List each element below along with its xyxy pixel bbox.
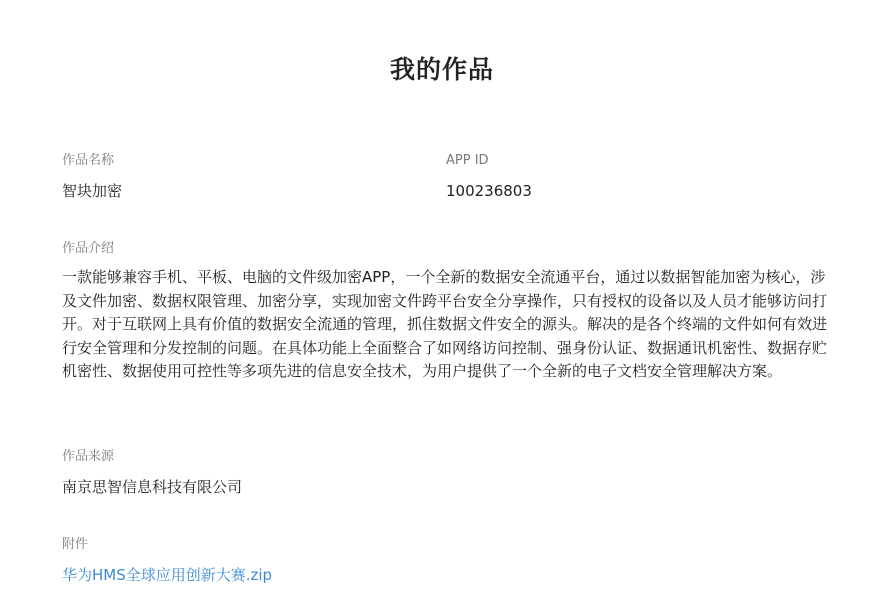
work-name-field [62,152,122,202]
work-intro-text: 一款能够兼容手机、平板、电脑的文件级加密APP，一个全新的数据安全流通平台，通过以数据智能加密为核心，涉及文件加密、数据权限管理、加密分享，实现加密文件跨平台安全分享操作，只有授权的设备以及人员才能够访问打开。对于互联网上具有价值的数据安全流通的管理，抓住数据文件安全的源头。解决的是各个终端的文件如何有效进行安全管理和分发控制的问题。在具体功能上全面整合了如网络访问控制、强身份认证、数据通讯机密性、数据存贮机密性、数据使用可控性等多项先进的信息安全技术，为用户提供了一个全新的电子文档安全管理解决方案。 [62,268,828,380]
work-source-value: 南京思智信息科技有限公司 [62,478,243,496]
page-title: 我的作品 [389,55,494,84]
work-source-label: 作品来源 [62,449,115,464]
work-source-field [62,448,242,498]
work-name-label: 作品名称 [62,153,115,168]
attachment-field [62,536,272,586]
app-id-value: 100236803 [446,182,532,200]
work-intro-label: 作品介绍 [62,241,115,256]
attachment-download-link[interactable]: 华为HMS全球应用创新大赛.zip [62,566,273,584]
app-id-label: APP ID [446,153,489,168]
work-intro-field [62,240,832,384]
app-id-field [446,152,532,202]
attachment-label: 附件 [62,537,89,552]
work-name-value: 智块加密 [62,182,123,200]
